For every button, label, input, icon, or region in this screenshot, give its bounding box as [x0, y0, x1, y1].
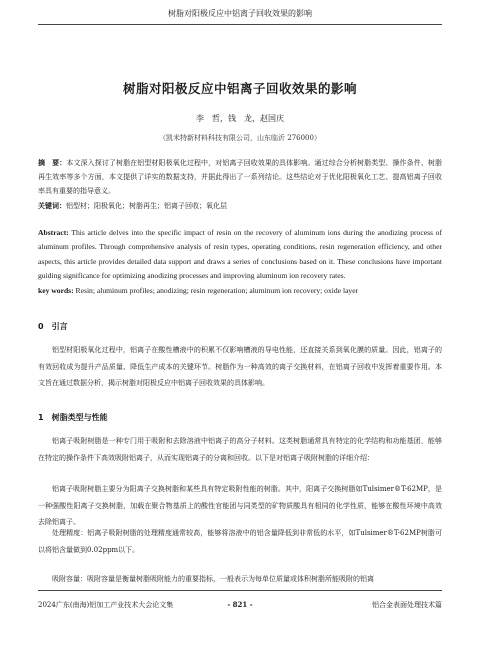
abstract-cn-label: 摘 要： [38, 159, 67, 167]
resin-paragraph-2: 铝离子吸附树脂主要分为阳离子交换树脂和某些具有特定吸附性能的树脂。其中，阳离子交换树脂如Tulsimer®T-62MP，是一种强酸性阳离子交换树脂，加载在聚合物基质上的酸性官能团与同类型的矿物质酸具有相同的化学性质，能够在酸性环境中高效去除铝离子。 [38, 485, 442, 527]
intro-paragraph: 铝型材阳极氧化过程中，铝离子在酸性槽液中的积累不仅影响槽液的导电性能，还直接关系到氧化膜的质量。因此，铝离子的有效回收成为提升产品质量、降低生产成本的关键环节。树脂作为一种高效的离子交换材料，在铝离子回收中发挥着重要作用。本文旨在通过数据分析，揭示树脂对阳极反应中铝离子回收效果的具体影响。 [38, 346, 442, 388]
abstract-en-label: Abstract: [38, 228, 69, 237]
keywords-en-text: Resin; aluminum profiles; anodizing; resin regeneration; aluminum ion recovery; oxide layer [73, 286, 359, 295]
resin-paragraph-1: 铝离子吸附树脂是一种专门用于吸附和去除溶液中铝离子的高分子材料。这类树脂通常具有特定的化学结构和功能基团，能够在特定的操作条件下高效吸附铝离子，从而实现铝离子的分离和回收。以下是对铝离子吸附树脂的详细介绍： [38, 437, 442, 462]
abstract-en-text: This article delves into the specific impact of resin on the recovery of aluminum ions during the anodizing process of aluminum profiles. Through comprehensive analysis of resin types, operating conditions, resin regeneration efficiency, and other aspects, this article provides detailed data support and draws a series of conclusions based on it. These conclusions have important guiding significance for optimizing anodizing processes and improving aluminum ion recovery rates. [38, 228, 442, 280]
running-header: 树脂对阳极反应中铝离子回收效果的影响 [168, 9, 312, 18]
section-heading-resin-types: 1 树脂类型与性能 [38, 413, 108, 422]
footer-section: 铝合金表面处理技术篇 [372, 601, 442, 609]
keywords-en [38, 284, 442, 298]
header-rule [38, 24, 442, 25]
footer-rule [38, 590, 442, 591]
abstract-cn-text: 本文深入探讨了树脂在铝型材阳极氧化过程中，对铝离子回收效果的具体影响。通过综合分析树脂类型、操作条件、树脂再生效率等多个方面，本文提供了详实的数据支持，并据此得出了一系列结论。这些结论对于优化阳极氧化工艺、提高铝离子回收率具有重要的指导意义。 [38, 159, 443, 195]
keywords-en-label: key words: [38, 286, 74, 295]
keywords-cn-text: 铝型材；阳极氧化；树脂再生；铝离子回收；氧化层 [66, 202, 227, 210]
page-number: - 821 - [227, 600, 253, 609]
authors: 李 哲，钱 龙，赵国庆 [196, 114, 284, 123]
abstract-en [38, 226, 442, 283]
resin-paragraph-4: 吸附容量：吸附容量是衡量树脂吸附能力的重要指标，一般表示为每单位质量或体积树脂所能吸附的铝离 [52, 575, 374, 583]
affiliation: （凯米特新材料科技有限公司，山东临沂 276000） [159, 134, 321, 142]
keywords-cn-label: 关键词： [38, 202, 66, 210]
abstract-cn [38, 156, 442, 198]
article-title: 树脂对阳极反应中铝离子回收效果的影响 [122, 81, 357, 96]
footer-proceedings: 2024广东(南海)铝加工产业技术大会论文集 [38, 601, 174, 609]
resin-paragraph-3: 处理精度：铝离子吸附树脂的处理精度通常较高，能够将溶液中的铝含量降低到非常低的水平，如Tulsimer®T-62MP树脂可以将铝含量做到0.02ppm以下。 [38, 529, 442, 554]
keywords-cn [38, 199, 442, 213]
section-heading-introduction: 0 引言 [38, 322, 68, 331]
